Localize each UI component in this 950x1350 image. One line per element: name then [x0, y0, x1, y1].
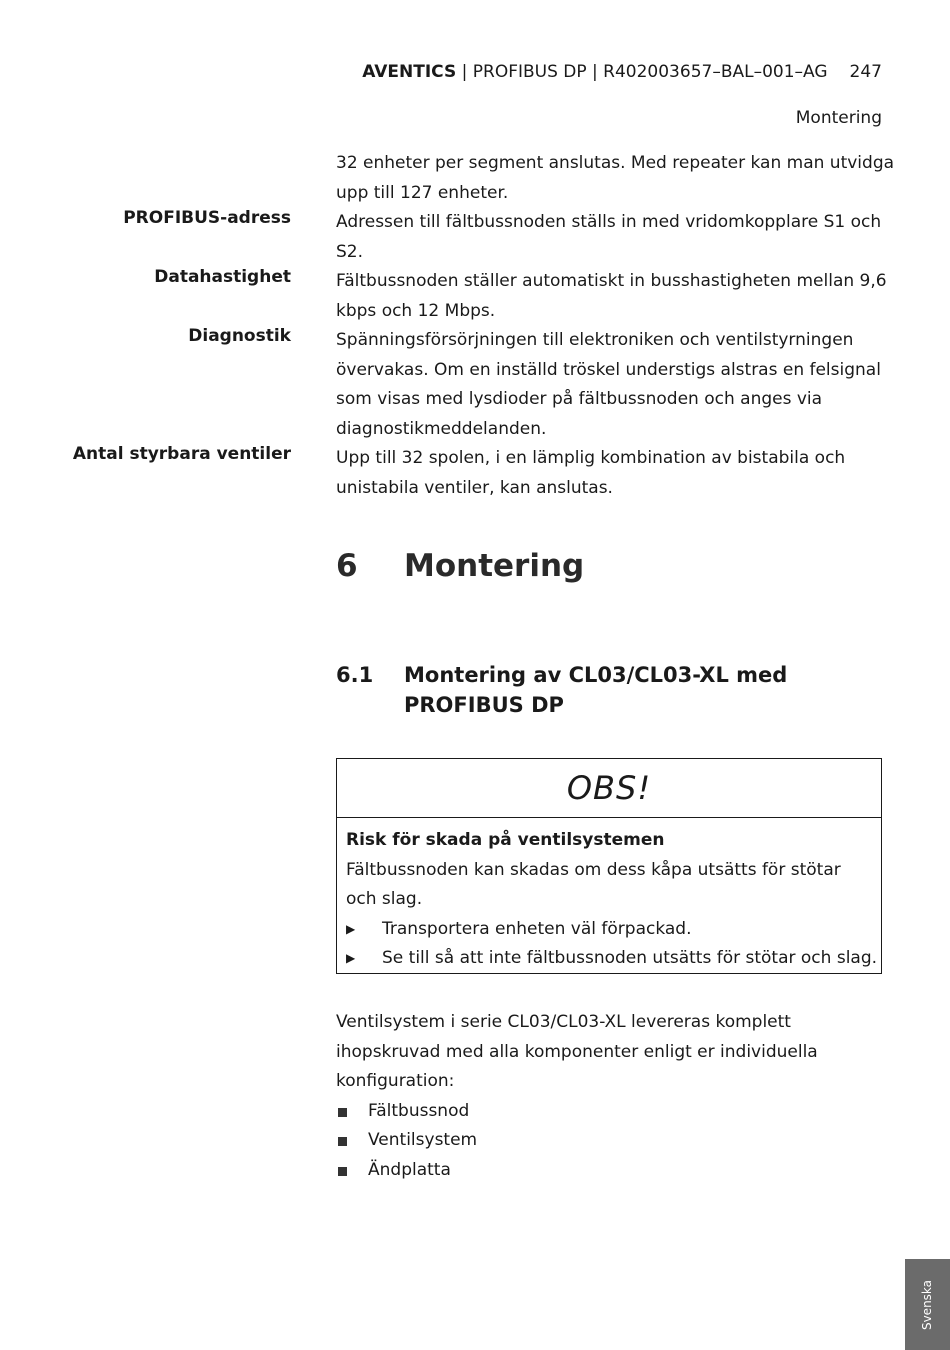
triangle-bullet-icon: ▶ [346, 951, 356, 965]
language-tab-label: Svenska [920, 1279, 935, 1330]
notice-box [336, 758, 882, 974]
list-item [336, 1097, 896, 1127]
spec-text-profibus-address: Adressen till fältbussnoden ställs in med vridomkopplare S1 och S2. [336, 212, 882, 262]
notice-risk: Risk för skada på ventilsystemen [346, 830, 665, 850]
brand-name: AVENTICS [362, 62, 457, 82]
spec-text-diagnostics: Spänningsförsörjningen till elektroniken och ventilstyrningen övervakas. Om en inställd tröskel understigs alstras en felsignal som visas med lysdioder på fältbussnoden och anges via diagnostikmeddelanden. [336, 330, 881, 439]
language-tab [905, 1259, 950, 1350]
square-bullet-icon [338, 1108, 347, 1117]
notice-description: Fältbussnoden kan skadas om dess kåpa utsätts för stötar och slag. [346, 859, 841, 909]
list-item-text: Ventilsystem [368, 1130, 478, 1150]
spec-text-valve-count: Upp till 32 spolen, i en lämplig kombination av bistabila och unistabila ventiler, kan anslutas. [336, 448, 846, 498]
body-section [336, 1008, 896, 1185]
notice-heading: OBS! [337, 759, 881, 818]
chapter-title: Montering [404, 548, 585, 584]
square-bullet-icon [338, 1167, 347, 1176]
triangle-bullet-icon: ▶ [346, 921, 356, 936]
notice-step-text: Transportera enheten väl förpackad. [382, 918, 692, 939]
list-item [336, 1126, 896, 1156]
page-number: 247 [849, 62, 882, 82]
list-item [336, 1156, 896, 1186]
notice-step [346, 944, 878, 974]
spec-label-valve-count: Antal styrbara ventiler [72, 444, 291, 464]
section-name: Montering [795, 108, 882, 128]
subsection-title: Montering av CL03/CL03-XL med PROFIBUS DP [404, 663, 788, 717]
body-intro: Ventilsystem i serie CL03/CL03-XL levereras komplett ihopskruvad med alla komponenter enligt er individuella konfiguration: [336, 1012, 818, 1091]
running-header [362, 62, 882, 82]
list-item-text: Ändplatta [368, 1159, 451, 1180]
subsection-number: 6.1 [336, 663, 374, 687]
list-item-text: Fältbussnod [368, 1100, 470, 1121]
subsection-heading [336, 660, 824, 720]
spec-label-diagnostics: Diagnostik [188, 326, 291, 346]
spec-text-data-rate: Fältbussnoden ställer automatiskt in busshastigheten mellan 9,6 kbps och 12 Mbps. [336, 271, 887, 321]
spec-continuation-text: 32 enheter per segment anslutas. Med repeater kan man utvidga upp till 127 enheter. [336, 153, 895, 203]
notice-body [337, 818, 881, 974]
chapter-heading [336, 548, 584, 584]
notice-step-text: Se till så att inte fältbussnoden utsätts för stötar och slag. [382, 948, 878, 968]
spec-label-profibus-address: PROFIBUS-adress [123, 208, 291, 228]
chapter-number: 6 [336, 548, 358, 584]
notice-step [346, 915, 873, 945]
document-id: | PROFIBUS DP | R402003657–BAL–001–AG [456, 62, 828, 82]
square-bullet-icon [338, 1137, 347, 1146]
spec-label-data-rate: Datahastighet [154, 267, 291, 287]
